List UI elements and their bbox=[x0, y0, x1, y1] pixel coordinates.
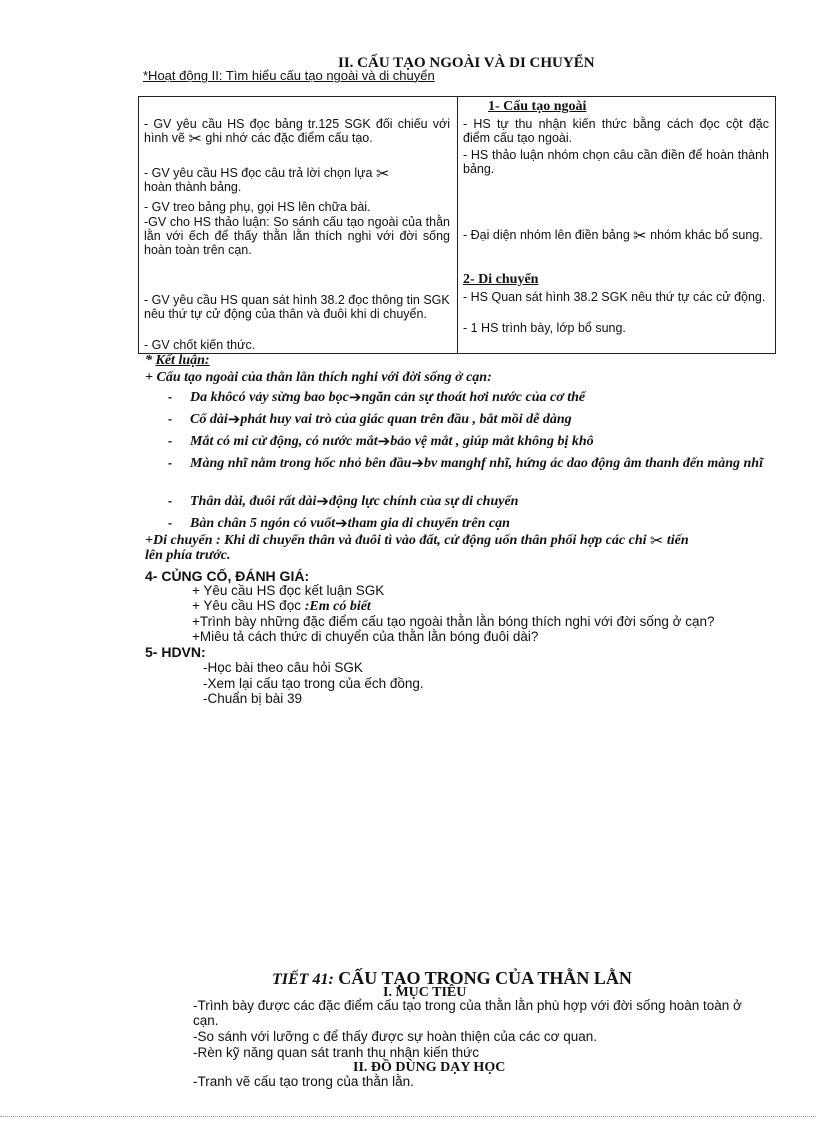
arrow-right-icon: ➔ bbox=[348, 388, 362, 407]
conclusion-item: - Màng nhĩ nằm trong hốc nhỏ bên đầu➔bv manghf nhĩ, hứng ác dao động âm thanh đến màng nhĩ bbox=[168, 454, 763, 473]
conclusion-item-b: bv manghf nhĩ, hứng ác dao động âm thanh đến màng nhĩ bbox=[423, 456, 763, 471]
arrow-right-icon: ➔ bbox=[316, 492, 329, 511]
arrow-right-icon: ➔ bbox=[335, 514, 348, 533]
student-step-3-text-b: nhóm khác bổ sung. bbox=[650, 228, 763, 242]
teacher-step-2 bbox=[144, 163, 450, 194]
activity-text: *Hoạt động II: Tìm hiểu cấu tạo ngoài và di chuyển bbox=[143, 68, 435, 83]
movement-text-b: tiến bbox=[666, 533, 689, 548]
conclusion-item-b: bảo vệ mắt , giúp mắt không bị khô bbox=[390, 434, 594, 449]
homework-line-1: -Học bài theo câu hỏi SGK bbox=[203, 660, 363, 675]
conclusion-star: * bbox=[145, 353, 152, 368]
student-step-1: - HS tự thu nhận kiến thức bằng cách đọc cột đặc điểm cấu tạo ngoài. bbox=[463, 117, 769, 145]
scissors-icon: ✂ bbox=[633, 225, 647, 245]
conclusion-list bbox=[168, 390, 778, 536]
student-column bbox=[458, 97, 776, 354]
homework-line-2: -Xem lại cấu tạo trong của ếch đồng. bbox=[203, 676, 424, 691]
teacher-step-3: - GV treo bảng phụ, gọi HS lên chữa bài. bbox=[144, 200, 371, 214]
conclusion-item-b: tham gia di chuyển trên cạn bbox=[347, 516, 510, 531]
conclusion-item: - Da khôcó vảy sừng bao bọc➔ngăn cản sự thoát hơi nước của cơ thể bbox=[168, 388, 586, 407]
conclusion-intro: + Cấu tạo ngoài của thằn lằn thích nghi với đời sống ở cạn: bbox=[145, 370, 492, 385]
conclusion-item-a: Mắt có mi cử động, có nước mắt bbox=[190, 434, 378, 449]
consolidation-line-2 bbox=[192, 598, 371, 614]
section-title: II. CẤU TẠO NGOÀI VÀ DI CHUYỂN bbox=[338, 55, 595, 71]
teacher-step-2-text-b: hoàn thành bảng. bbox=[144, 180, 242, 194]
student-step-3-text: - Đại diện nhóm lên điền bảng bbox=[463, 228, 630, 242]
objectives-heading: I. MỤC TIÊU bbox=[383, 985, 467, 1000]
arrow-right-icon: ➔ bbox=[377, 432, 391, 451]
consolidation-line-3: +Trình bày những đặc điểm cấu tạo ngoài thằn lằn bóng thích nghi với đời sống ở cạn? bbox=[192, 614, 715, 629]
activity-table bbox=[138, 96, 776, 354]
scissors-icon: ✂ bbox=[375, 163, 390, 183]
consolidation-line-4: +Miêu tả cách thức di chuyển của thằn lằn bóng đuôi dài? bbox=[192, 629, 539, 644]
student-step-2: - HS thảo luận nhóm chọn câu cần điền để hoàn thành bảng. bbox=[463, 148, 769, 176]
consolidation-line-2-italic: :Em có biết bbox=[304, 599, 371, 614]
consolidation-line-1: + Yêu cầu HS đọc kết luận SGK bbox=[192, 583, 385, 598]
conclusion-item-b: ngăn cản sự thoát hơi nước của cơ thể bbox=[361, 390, 586, 405]
conclusion-item-a: Cổ dài bbox=[190, 412, 228, 427]
teacher-step-1 bbox=[144, 117, 450, 148]
teacher-column bbox=[139, 97, 458, 354]
teacher-step-6: - GV chốt kiến thức. bbox=[144, 338, 256, 352]
subheading-movement: 2- Di chuyển bbox=[463, 272, 539, 287]
conclusion-item-b: động lực chính của sự di chuyển bbox=[329, 494, 519, 509]
movement-conclusion bbox=[145, 530, 775, 563]
teacher-step-1-text: - GV yêu cầu HS đọc bảng tr.125 SGK đối chiếu với hình vẽ bbox=[144, 117, 450, 145]
homework-title: 5- HDVN: bbox=[145, 644, 206, 660]
conclusion-item: - Mắt có mi cử động, có nước mắt➔bảo vệ mắt , giúp mắt không bị khô bbox=[168, 432, 594, 451]
consolidation-line-2-text: + Yêu cầu HS đọc bbox=[192, 598, 301, 613]
conclusion-label bbox=[145, 353, 210, 369]
activity-heading bbox=[143, 68, 435, 83]
homework-line-3: -Chuẩn bị bài 39 bbox=[203, 691, 303, 706]
subheading-external-structure: 1- Cấu tạo ngoài bbox=[488, 99, 587, 114]
teacher-step-1-text-b: ghi nhớ các đặc điểm cấu tạo. bbox=[205, 131, 373, 145]
page-bottom-border bbox=[0, 1116, 816, 1117]
student-step-3 bbox=[463, 225, 769, 245]
student-step-4: - HS Quan sát hình 38.2 SGK nêu thứ tự các cử động. bbox=[463, 290, 766, 304]
objective-1: -Trình bày được các đặc điểm cấu tạo trong của thằn lằn phù hợp với đời sống hoàn toàn ở bbox=[193, 998, 742, 1013]
material-1: -Tranh vẽ cấu tạo trong của thằn lằn. bbox=[193, 1074, 414, 1089]
scissors-icon: ✂ bbox=[650, 530, 664, 550]
conclusion-item-a: Da khôcó vảy sừng bao bọc bbox=[190, 390, 349, 405]
conclusion-item-a: Màng nhĩ nằm trong hốc nhỏ bên đầu bbox=[190, 456, 412, 471]
arrow-right-icon: ➔ bbox=[227, 410, 241, 429]
student-step-5: - 1 HS trình bày, lớp bổ sung. bbox=[463, 321, 626, 335]
scissors-icon: ✂ bbox=[188, 128, 202, 148]
movement-text: +Di chuyển : Khi di chuyển thân và đuôi tì vào đất, cử động uốn thân phối hợp các chi bbox=[145, 533, 647, 548]
conclusion-item: - Thân dài, đuôi rất dài➔động lực chính của sự di chuyển bbox=[168, 492, 519, 511]
teacher-step-4: -GV cho HS thảo luận: So sánh cấu tạo ngoài của thằn lằn với ếch để thấy thằn lằn thích nghi với đời sống hoàn toàn trên cạn. bbox=[144, 215, 450, 257]
consolidation-title: 4- CỦNG CỐ, ĐÁNH GIÁ: bbox=[145, 568, 310, 584]
objective-1-cont: cạn. bbox=[193, 1013, 219, 1028]
teacher-step-2-text: - GV yêu cầu HS đọc câu trả lời chọn lựa bbox=[144, 166, 373, 180]
objective-2: -So sánh với lưỡng c để thấy được sự hoàn thiện của các cơ quan. bbox=[193, 1029, 597, 1044]
conclusion-item: - Bàn chân 5 ngón có vuốt➔tham gia di chuyển trên cạn bbox=[168, 514, 510, 533]
arrow-right-icon: ➔ bbox=[411, 454, 424, 473]
movement-text-c: lên phía trước. bbox=[145, 548, 231, 563]
conclusion-item-a: Thân dài, đuôi rất dài bbox=[190, 494, 317, 509]
lesson-title-text: CẤU TẠO TRONG CỦA THẰN LẰN bbox=[338, 968, 632, 988]
lesson-number: TIẾT 41: bbox=[272, 971, 334, 988]
objective-3: -Rèn kỹ năng quan sát tranh thu nhận kiến thức bbox=[193, 1045, 479, 1060]
materials-heading: II. ĐỒ DÙNG DẠY HỌC bbox=[353, 1060, 506, 1075]
conclusion-label-text: Kết luận: bbox=[155, 353, 210, 368]
conclusion-item-b: phát huy vai trò của giác quan trên đầu , bắt mồi dễ dàng bbox=[240, 412, 572, 427]
teacher-step-5: - GV yêu cầu HS quan sát hình 38.2 đọc thông tin SGK nêu thứ tự cử động của thân và đuôi khi di chuyển. bbox=[144, 293, 450, 321]
conclusion-item-a: Bàn chân 5 ngón có vuốt bbox=[190, 516, 336, 531]
conclusion-item: - Cổ dài➔phát huy vai trò của giác quan trên đầu , bắt mồi dễ dàng bbox=[168, 410, 572, 429]
